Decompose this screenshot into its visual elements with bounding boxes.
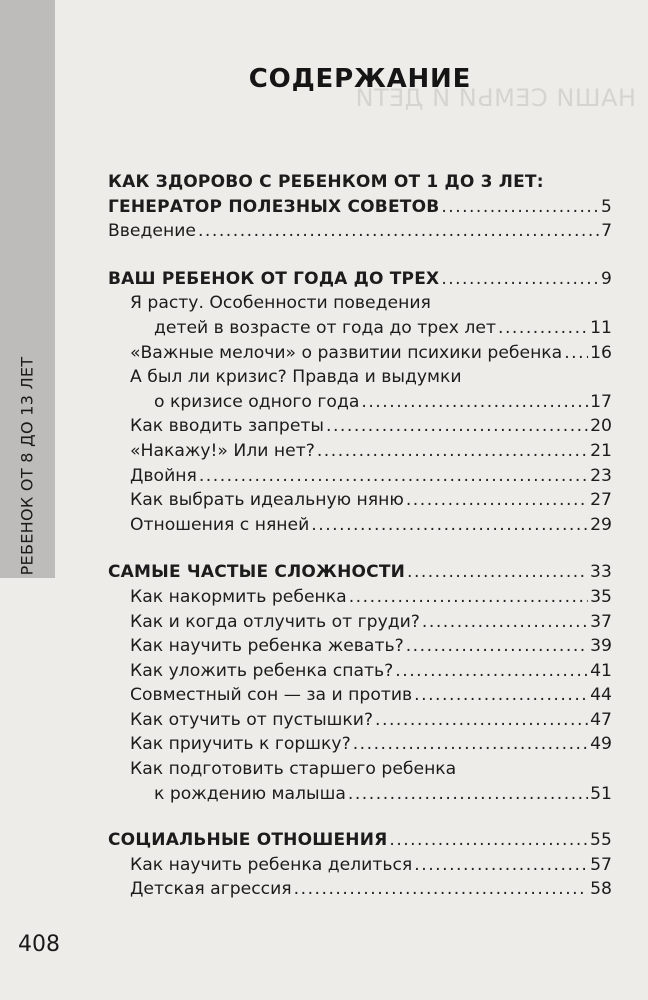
toc-entry[interactable]: Как научить ребенка делиться ..... 57 <box>108 853 612 878</box>
page-ref: 49 <box>590 734 612 755</box>
page-ref: 17 <box>590 391 612 412</box>
toc-entry[interactable]: Двойня ..... 23 <box>108 464 612 489</box>
toc-entry[interactable]: Как накормить ребенка ..... 35 <box>108 585 612 610</box>
bleed-through-text: НАШИ СЕМЬИ И ДЕТИ <box>355 84 636 112</box>
toc-section-title[interactable]: САМЫЕ ЧАСТЫЕ СЛОЖНОСТИ ..... 33 <box>108 560 612 585</box>
page-ref: 7 <box>601 221 612 242</box>
page-ref: 33 <box>589 562 612 583</box>
page-ref: 55 <box>589 830 612 851</box>
page-ref: 11 <box>590 317 612 338</box>
page-number: 408 <box>18 932 60 957</box>
toc-entry[interactable]: «Важные мелочи» о развитии психики ребенка ..... 16 <box>108 341 612 366</box>
toc-entry[interactable]: Как выбрать идеальную няню ..... 27 <box>108 488 612 513</box>
page-ref: 39 <box>590 636 612 657</box>
page-ref: 57 <box>590 854 612 875</box>
toc-entry[interactable]: Как подготовить старшего ребенка <box>130 759 457 780</box>
page-ref: 16 <box>590 342 612 363</box>
table-of-contents <box>108 170 612 902</box>
toc-entry[interactable]: А был ли кризис? Правда и выдумки <box>130 367 462 388</box>
side-tab-label: РЕБЕНОК ОТ 8 ДО 13 ЛЕТ <box>17 356 37 576</box>
page-ref: 51 <box>590 783 612 804</box>
toc-entry[interactable]: Как научить ребенка жевать? ..... 39 <box>108 634 612 659</box>
toc-section-title[interactable]: КАК ЗДОРОВО С РЕБЕНКОМ ОТ 1 ДО 3 ЛЕТ: <box>108 172 544 192</box>
page-ref: 29 <box>590 514 612 535</box>
page-ref: 5 <box>600 196 612 217</box>
page-ref: 47 <box>590 709 612 730</box>
toc-entry[interactable]: Детская агрессия ..... 58 <box>108 877 612 902</box>
toc-entry-continuation[interactable]: о кризисе одного года ..... 17 <box>108 390 612 415</box>
toc-entry[interactable]: Отношения с няней ..... 29 <box>108 513 612 538</box>
toc-entry[interactable]: Я расту. Особенности поведения <box>130 293 431 314</box>
toc-entry[interactable]: Как вводить запреты ..... 20 <box>108 414 612 439</box>
page-ref: 21 <box>590 440 612 461</box>
page-ref: 27 <box>590 490 612 511</box>
page-title: СОДЕРЖАНИЕ <box>248 64 472 94</box>
page-ref: 58 <box>590 879 612 900</box>
toc-entry[interactable]: Как уложить ребенка спать? ..... 41 <box>108 659 612 684</box>
toc-section-title[interactable]: ГЕНЕРАТОР ПОЛЕЗНЫХ СОВЕТОВ ..... 5 <box>108 195 612 220</box>
page-ref: 41 <box>590 660 612 681</box>
toc-entry[interactable]: Введение ..... 7 <box>108 219 612 244</box>
page-ref: 44 <box>590 685 612 706</box>
toc-entry[interactable]: Как и когда отлучить от груди? ..... 37 <box>108 610 612 635</box>
toc-entry[interactable]: «Накажу!» Или нет? ..... 21 <box>108 439 612 464</box>
toc-entry[interactable]: Совместный сон — за и против ..... 44 <box>108 683 612 708</box>
toc-entry-continuation[interactable]: детей в возрасте от года до трех лет ..... 11 <box>108 316 612 341</box>
toc-section-title[interactable]: СОЦИАЛЬНЫЕ ОТНОШЕНИЯ ..... 55 <box>108 828 612 853</box>
page-ref: 9 <box>600 268 612 289</box>
toc-entry[interactable]: Как приучить к горшку? ..... 49 <box>108 732 612 757</box>
toc-section-title[interactable]: ВАШ РЕБЕНОК ОТ ГОДА ДО ТРЕХ ..... 9 <box>108 267 612 292</box>
page-ref: 23 <box>590 465 612 486</box>
page-ref: 37 <box>590 611 612 632</box>
toc-entry-continuation[interactable]: к рождению малыша ..... 51 <box>108 782 612 807</box>
page-ref: 35 <box>590 586 612 607</box>
page-ref: 20 <box>590 416 612 437</box>
toc-entry[interactable]: Как отучить от пустышки? ..... 47 <box>108 708 612 733</box>
